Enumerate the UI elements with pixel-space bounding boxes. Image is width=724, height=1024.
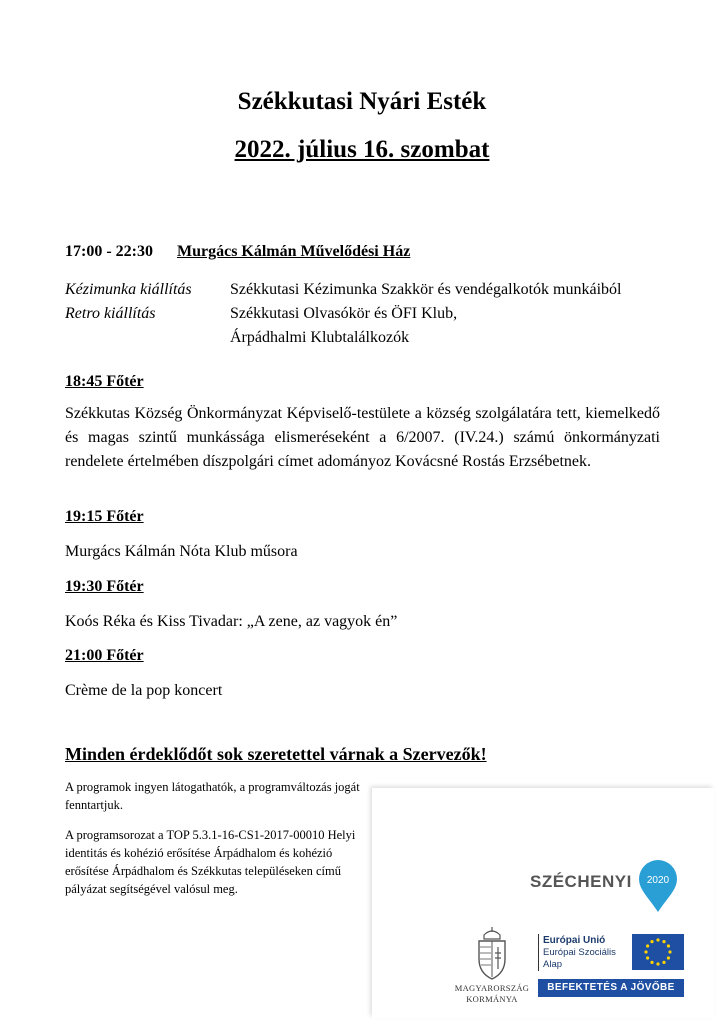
eu-line2: Európai Szociális xyxy=(543,947,616,958)
section5-text: Crème de la pop koncert xyxy=(65,682,223,699)
hungarian-coat-of-arms-icon xyxy=(475,925,509,981)
section5-heading: 21:00 Főtér xyxy=(65,647,144,664)
section1-venue: Murgács Kálmán Művelődési Ház xyxy=(176,243,411,260)
gov-logo-line2: KORMÁNYA xyxy=(466,994,518,1004)
exhibit-label-1: Kézimunka kiállítás xyxy=(65,281,192,298)
exhibit-label-2: Retro kiállítás xyxy=(65,305,156,322)
event-title: Székkutasi Nyári Esték xyxy=(237,88,487,115)
section2-heading: 18:45 Főtér xyxy=(65,373,144,390)
closing-invitation: Minden érdeklődőt sok szeretettel várnak a Szervezők! xyxy=(65,744,487,764)
section3-heading: 19:15 Főtér xyxy=(65,508,144,525)
section1-heading xyxy=(65,243,410,261)
szechenyi-pin-icon xyxy=(637,858,679,914)
section2-text: Székkutas Község Önkormányzat Képviselő-testülete a község szolgálatára tett, kiemelkedő és magas szintű munkássága elismeréseként a 6/2007. (IV.24.) számú önkormányzati rendelete értelmében díszpolgári címet adományoz Kovácsné Rostás Erzsébetnek. xyxy=(65,405,660,470)
exhibit-text-2: Székkutasi Olvasókör és ÖFI Klub, xyxy=(230,305,458,322)
eu-line3: Alap xyxy=(543,959,563,970)
investment-banner: BEFEKTETÉS A JÖVŐBE xyxy=(538,979,684,997)
note-funding: A programsorozat a TOP 5.3.1-16-CS1-2017-00010 Helyi identitás és kohézió erősítése Árpádhalom és kohézió erősítése Árpádhalom és Székkutas településeken című pályázat segítségével valósul meg. xyxy=(65,828,356,896)
eu-line1: Európai Unió xyxy=(543,935,606,946)
section4-text: Koós Réka és Kiss Tivadar: „A zene, az vagyok én” xyxy=(65,613,398,630)
section3-text: Murgács Kálmán Nóta Klub műsora xyxy=(65,543,298,560)
section1-time: 17:00 - 22:30 xyxy=(65,243,153,260)
gov-logo-line1: MAGYARORSZÁG xyxy=(454,983,530,993)
exhibit-text-1: Székkutasi Kézimunka Szakkör és vendégalkotók munkáiból xyxy=(230,281,622,298)
event-date: 2022. július 16. szombat xyxy=(234,136,490,163)
szechenyi-logo-text: SZÉCHENYI xyxy=(530,872,632,891)
note-free-entry: A programok ingyen látogathatók, a programváltozás jogát fenntartjuk. xyxy=(65,780,360,812)
eu-flag-icon xyxy=(632,934,684,970)
section4-heading: 19:30 Főtér xyxy=(65,578,144,595)
eu-logo-text xyxy=(538,934,638,971)
exhibit-text-3: Árpádhalmi Klubtalálkozók xyxy=(230,329,410,346)
szechenyi-year: 2020 xyxy=(646,875,670,886)
